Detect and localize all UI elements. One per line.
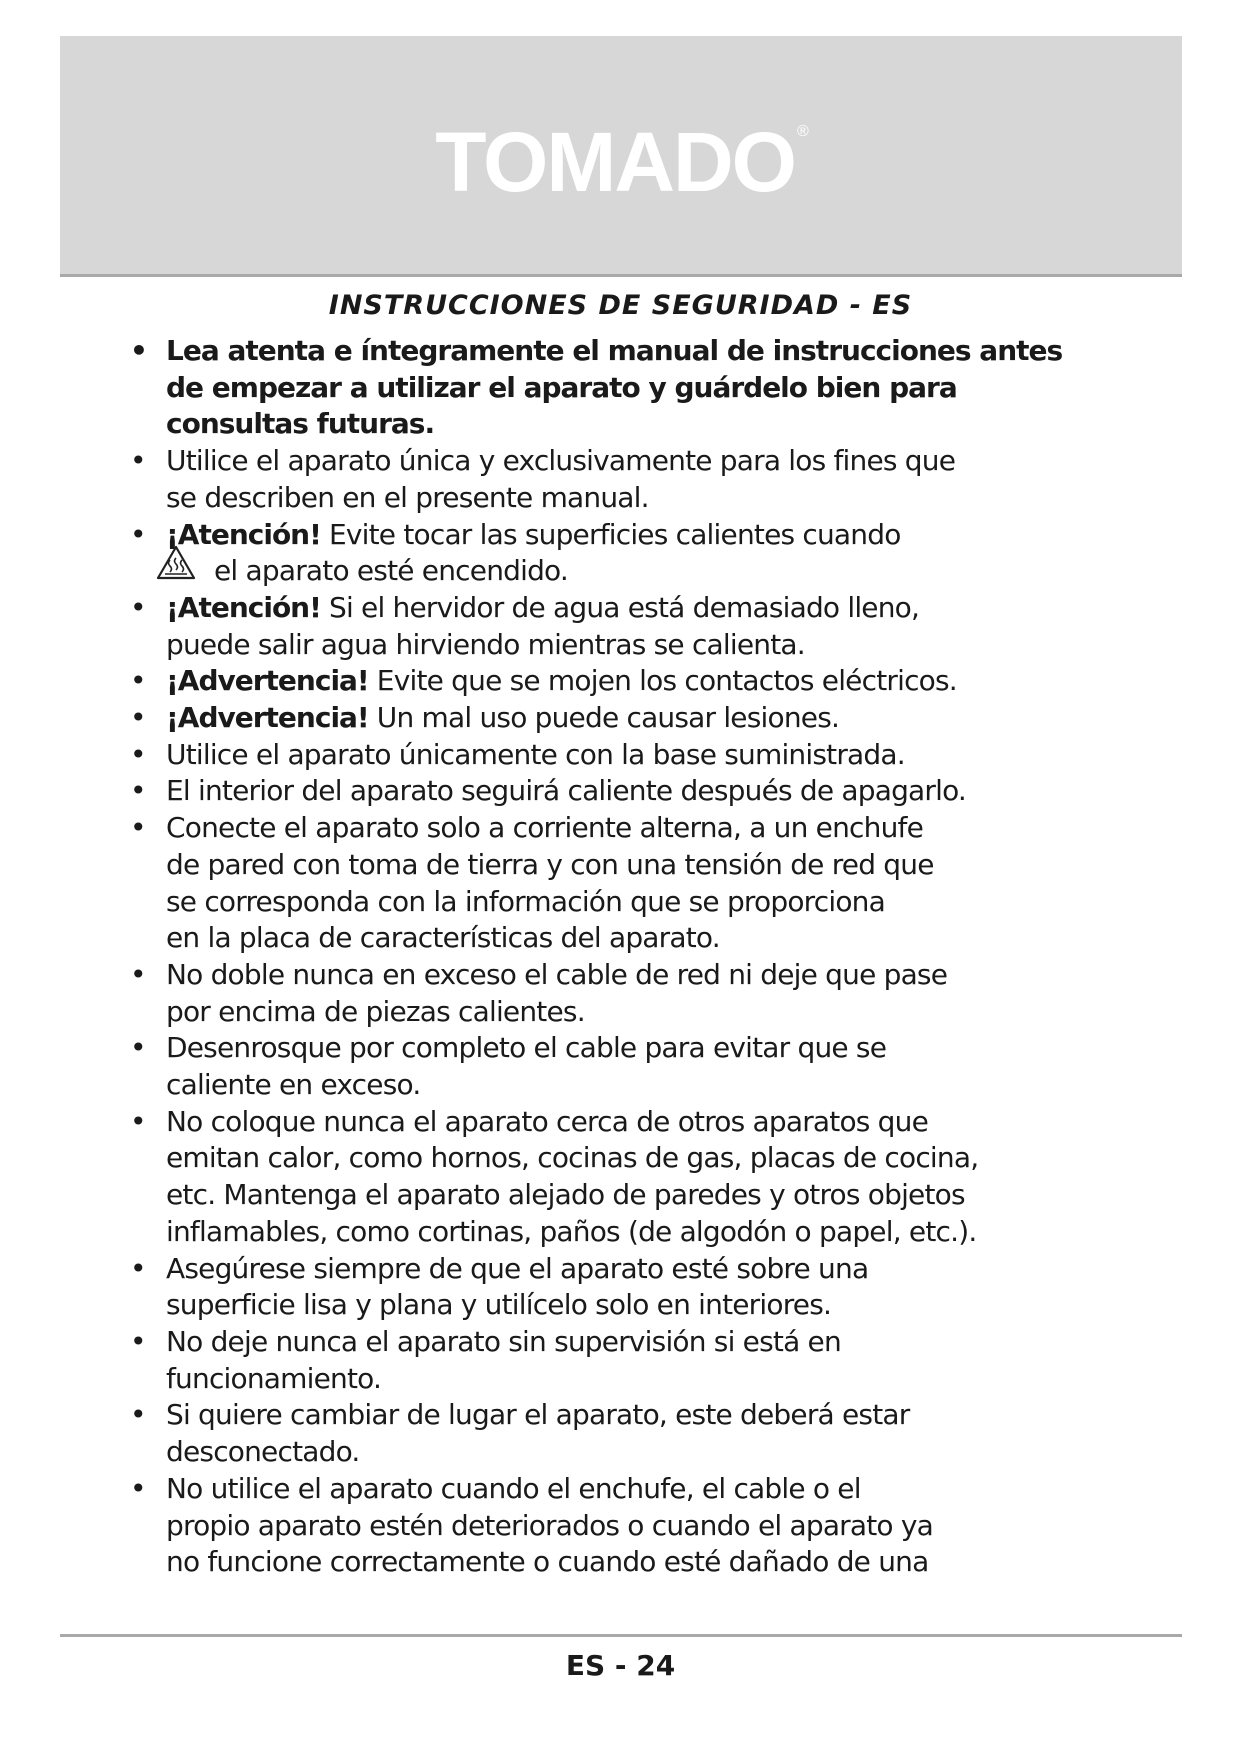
text-line: Lea atenta e íntegramente el manual de instrucciones antes: [166, 334, 1063, 367]
text-line: Asegúrese siempre de que el aparato esté sobre una: [166, 1251, 869, 1285]
text-line: por encima de piezas calientes.: [166, 994, 585, 1028]
text-line: Utilice el aparato únicamente con la base suministrada.: [166, 737, 905, 771]
text-line: [166, 517, 1130, 554]
list-item: [130, 737, 1130, 774]
text-line: en la placa de características del aparato.: [166, 921, 720, 955]
text-line: se describen en el presente manual.: [166, 480, 649, 514]
page-title: INSTRUCCIONES DE SEGURIDAD - ES: [328, 290, 913, 321]
bullet-mark: •: [130, 737, 146, 771]
bullet-mark: •: [130, 1031, 146, 1065]
list-item: [130, 1397, 1130, 1470]
text-line: [166, 663, 1130, 700]
text-line: Si quiere cambiar de lugar el aparato, este deberá estar: [166, 1398, 910, 1432]
list-item: [130, 810, 1130, 957]
header-band: [60, 36, 1182, 277]
list-item: [130, 443, 1130, 516]
footer-divider: [60, 1634, 1182, 1637]
list-item: [130, 773, 1130, 810]
list-item-hot-surface: [130, 517, 1130, 590]
list-item: [130, 590, 1130, 663]
text-line: etc. Mantenga el aparato alejado de paredes y otros objetos: [166, 1178, 965, 1212]
text-fragment: Evite tocar las superficies calientes cuando: [320, 517, 901, 551]
text-line: superficie lisa y plana y utilícelo solo en interiores.: [166, 1288, 832, 1322]
text-line: No coloque nunca el aparato cerca de otros aparatos que: [166, 1104, 929, 1138]
text-line: propio aparato estén deteriorados o cuando el aparato ya: [166, 1508, 933, 1542]
list-item: [130, 700, 1130, 737]
bullet-mark: •: [130, 1251, 146, 1285]
bullet-mark: •: [130, 701, 146, 735]
list-item: [130, 1104, 1130, 1251]
hot-surface-warning-icon: [156, 545, 196, 581]
text-line: se corresponda con la información que se proporciona: [166, 884, 885, 918]
text-line: inflamables, como cortinas, paños (de algodón o papel, etc.).: [166, 1214, 977, 1248]
text-line: emitan calor, como hornos, cocinas de gas, placas de cocina,: [166, 1141, 979, 1175]
text-line: de pared con toma de tierra y con una tensión de red que: [166, 847, 934, 881]
brand-logo: [60, 115, 1182, 209]
registered-mark: ®: [796, 123, 807, 140]
emphasis-label: ¡Advertencia!: [166, 701, 369, 735]
text-line: Desenrosque por completo el cable para evitar que se: [166, 1031, 887, 1065]
bullet-mark: •: [130, 334, 147, 367]
list-item: [130, 1471, 1130, 1581]
text-fragment: Si el hervidor de agua está demasiado lleno,: [320, 590, 920, 624]
text-line: no funcione correctamente o cuando esté dañado de una: [166, 1545, 929, 1579]
bullet-mark: •: [130, 811, 146, 845]
text-line: puede salir agua hirviendo mientras se calienta.: [166, 627, 805, 661]
emphasis-label: ¡Advertencia!: [166, 664, 369, 698]
bullet-mark: •: [130, 957, 146, 991]
text-line: caliente en exceso.: [166, 1068, 421, 1102]
text-fragment: Un mal uso puede causar lesiones.: [368, 701, 840, 735]
list-item: [130, 1030, 1130, 1103]
text-line: [166, 700, 1130, 737]
text-line: Conecte el aparato solo a corriente alterna, a un enchufe: [166, 811, 923, 845]
list-item: [130, 333, 1130, 443]
text-line: de empezar a utilizar el aparato y guárdelo bien para: [166, 370, 957, 404]
bullet-mark: •: [130, 444, 146, 478]
text-line: consultas futuras.: [166, 407, 435, 441]
bullet-mark: •: [130, 1398, 146, 1432]
bullet-mark: •: [130, 517, 146, 551]
emphasis-label: ¡Atención!: [166, 517, 321, 551]
safety-instructions-list: [130, 333, 1130, 1581]
text-line: No deje nunca el aparato sin supervisión si está en: [166, 1324, 841, 1358]
text-line: El interior del aparato seguirá caliente después de apagarlo.: [166, 774, 967, 808]
list-item: [130, 1251, 1130, 1324]
emphasis-label: ¡Atención!: [166, 590, 321, 624]
text-line: [166, 590, 1130, 627]
bullet-mark: •: [130, 1324, 146, 1358]
text-line: No utilice el aparato cuando el enchufe, el cable o el: [166, 1471, 861, 1505]
bullet-mark: •: [130, 1471, 146, 1505]
text-line: funcionamiento.: [166, 1361, 382, 1395]
brand-logo-text: TOMADO: [435, 115, 795, 209]
text-line: el aparato esté encendido.: [214, 554, 569, 588]
text-line: Utilice el aparato única y exclusivamente para los fines que: [166, 444, 956, 478]
bullet-mark: •: [130, 774, 146, 808]
text-line: No doble nunca en exceso el cable de red ni deje que pase: [166, 957, 948, 991]
list-item: [130, 663, 1130, 700]
bullet-mark: •: [130, 590, 146, 624]
bullet-mark: •: [130, 664, 146, 698]
page-number: ES - 24: [565, 1649, 676, 1682]
list-item: [130, 1324, 1130, 1397]
list-item: [130, 957, 1130, 1030]
bullet-mark: •: [130, 1104, 146, 1138]
text-fragment: Evite que se mojen los contactos eléctricos.: [368, 664, 957, 698]
text-line: desconectado.: [166, 1435, 360, 1469]
